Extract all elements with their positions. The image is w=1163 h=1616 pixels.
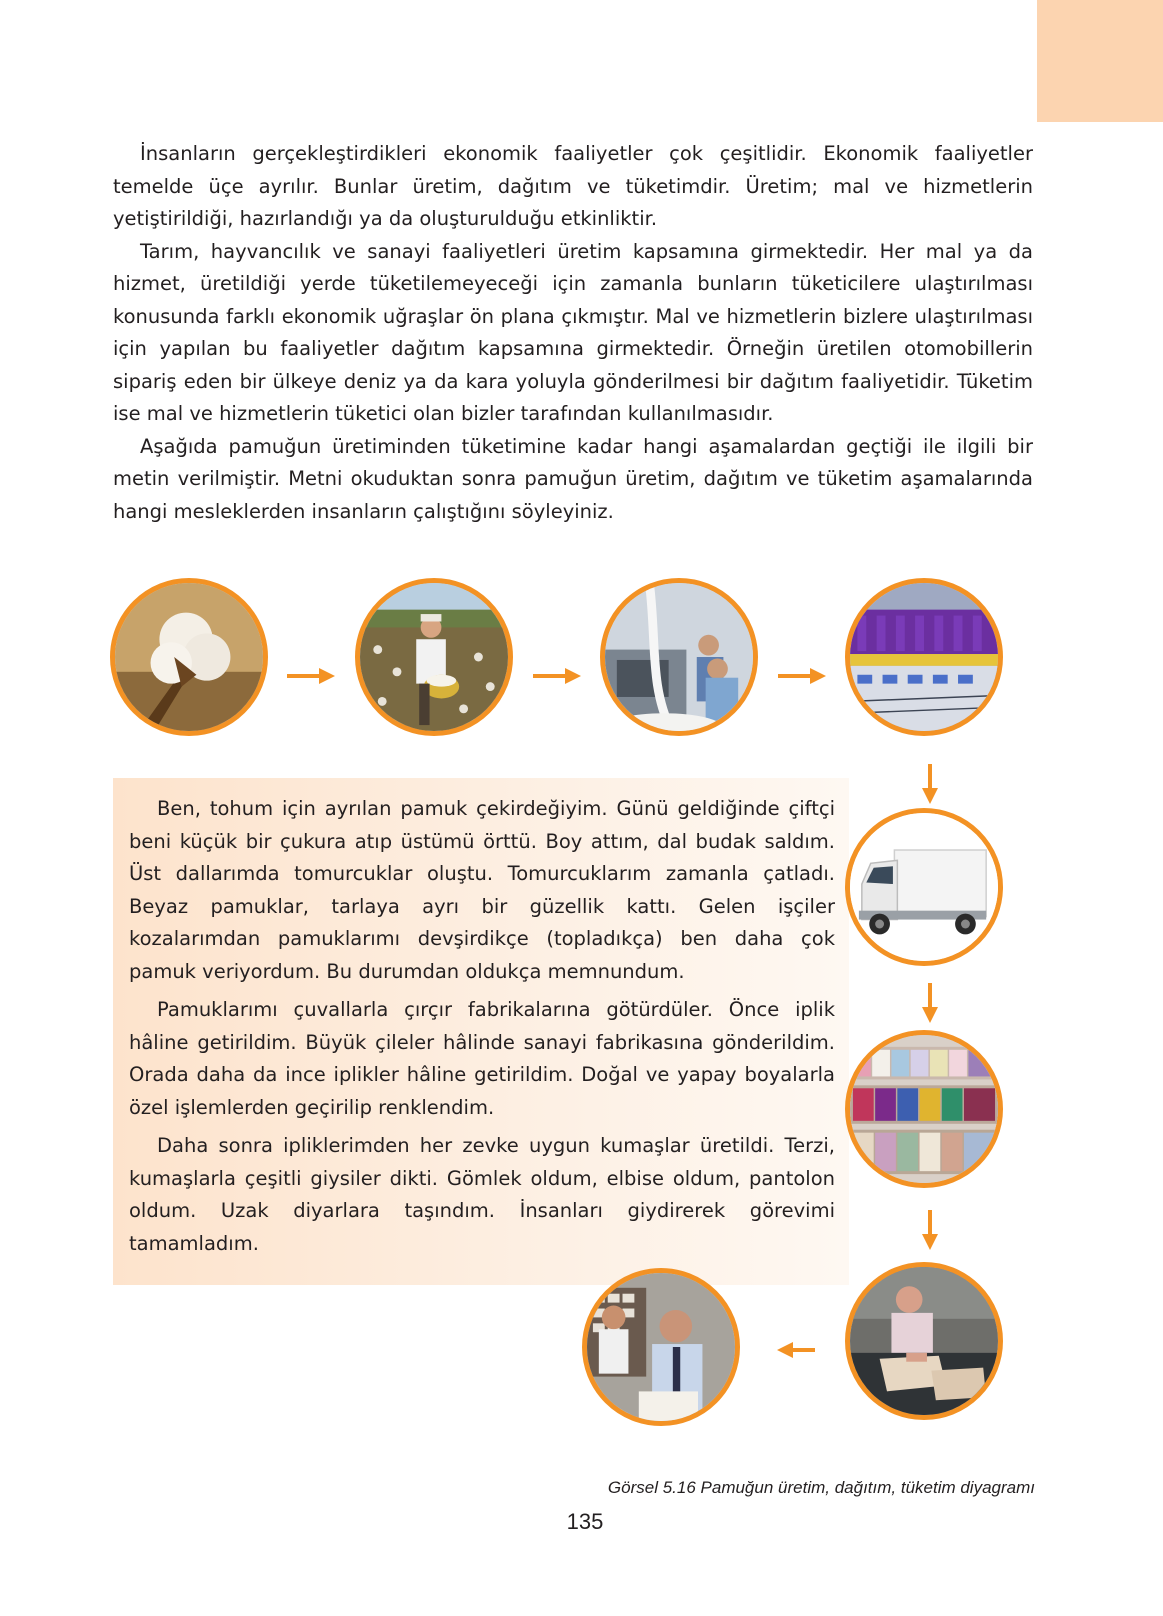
ginning-factory-photo <box>600 578 758 736</box>
arrow-left-icon <box>777 1341 815 1359</box>
intro-paragraph: Tarım, hayvancılık ve sanayi faaliyetleri üretim kapsamına girmektedir. Her mal ya da hizmet, üretildiği yerde tüketilemeyeceği için zamanla bunların tüketicilere ulaştırılması konusunda farklı ekonomik uğraşlar ön plana çıkmıştır. Mal ve hizmetlerin bizlere ulaştırılması için yapılan bu faaliyetler dağıtım kapsamına girmektedir. Örneğin üretilen otomobillerin sipariş eden bir ülkeye deniz ya da kara yoluyla gönderilmesi bir dağıtım faaliyetidir. Tüketim ise mal ve hizmetlerin tüketici olan bizler tarafından kullanılmasıdır. <box>113 239 1033 425</box>
intro-text <box>113 138 1033 528</box>
story-paragraph: Pamuklarımı çuvallarla çırçır fabrikalarına götürdüler. Önce iplik hâline getirildim. Büyük çileler hâlinde sanayi fabrikasına gönderildim. Orada daha da ince iplikler hâline getirildim. Doğal ve yapay boyalarla özel işlemlerden geçirilip renklendim. <box>129 998 835 1119</box>
figure-caption: Görsel 5.16 Pamuğun üretim, dağıtım, tüketim diyagramı <box>607 1478 1035 1497</box>
shirt-shop-photo <box>582 1268 740 1426</box>
intro-paragraph: İnsanların gerçekleştirdikleri ekonomik faaliyetler çok çeşitlidir. Ekonomik faaliyetler temelde üçe ayrılır. Bunlar üretim, dağıtım ve tüketimdir. Üretim; mal ve hizmetlerin yetiştirildiği, hazırlandığı ya da oluşturulduğu etkinliktir. <box>113 142 1033 230</box>
arrow-right-icon <box>287 667 335 685</box>
delivery-truck-photo <box>845 808 1003 966</box>
cotton-story-box <box>113 778 849 1285</box>
tailor-cutting-photo <box>845 1262 1003 1420</box>
story-paragraph: Ben, tohum için ayrılan pamuk çekirdeğiyim. Günü geldiğinde çiftçi beni küçük bir çukura atıp üstümü örttü. Boy attım, dal budak saldım. Üst dallarımda tomurcuklar oluştu. Tomurcuklarım zamanla çatladı. Beyaz pamuklar, tarlaya ayrı bir güzellik kattı. Gelen işçiler kozalarımdan pamuklarımı devşirdikçe (topladıkça) ben daha çok pamuk veriyordum. Bu durumdan oldukça memnundum. <box>129 797 835 983</box>
page-number: 135 <box>566 1509 604 1534</box>
arrow-down-icon <box>921 764 939 804</box>
fabric-shelves-photo <box>845 1030 1003 1188</box>
arrow-down-icon <box>921 1210 939 1250</box>
intro-paragraph: Aşağıda pamuğun üretiminden tüketimine kadar hangi aşamalardan geçtiği ile ilgili bir metin verilmiştir. Metni okuduktan sonra pamuğun üretim, dağıtım ve tüketim aşamalarında hangi mesleklerden insanların çalıştığını söyleyiniz. <box>113 434 1033 523</box>
arrow-down-icon <box>921 983 939 1023</box>
chapter-color-tab <box>1037 0 1163 122</box>
arrow-right-icon <box>533 667 581 685</box>
farmer-harvesting-photo <box>355 578 513 736</box>
story-paragraph: Daha sonra ipliklerimden her zevke uygun kumaşlar üretildi. Terzi, kumaşlarla çeşitli giysiler dikti. Gömlek oldum, elbise oldum, pantolon oldum. Uzak diyarlara taşındım. İnsanları giydirerek görevimi tamamladım. <box>129 1134 835 1255</box>
cotton-boll-photo <box>110 578 268 736</box>
arrow-right-icon <box>778 667 826 685</box>
spinning-mill-photo <box>845 578 1003 736</box>
